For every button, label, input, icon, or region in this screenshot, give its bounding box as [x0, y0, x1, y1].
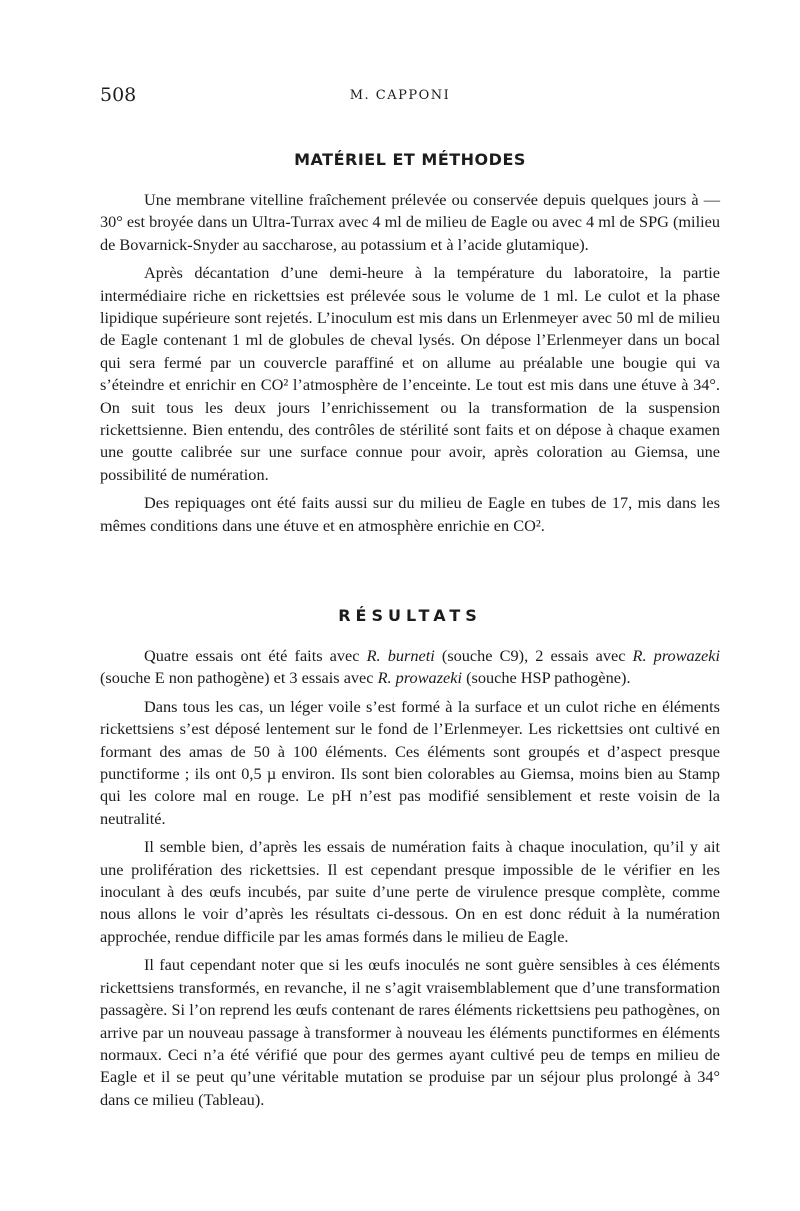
results-section: [100, 645, 720, 1117]
results-p1-text-4: (souche HSP pathogène).: [462, 668, 631, 688]
methods-paragraph-2: Après décantation d’une demi-heure à la température du laboratoire, la partie intermédiaire riche en rickettsies est prélevée sous le volume de 1 ml. Le culot et la phase lipidique supérieure sont rejetés. L’inoculum est mis dans un Erlenmeyer avec 50 ml de milieu de Eagle contenant 1 ml de globules de cheval lysés. On dépose l’Erlenmeyer dans un bocal qui sera fermé par un couvercle paraffiné et on allume au préalable une bougie qui va s’éteindre et enrichir en CO² l’atmosphère de l’enceinte. Le tout est mis dans une étuve à 34°. On suit tous les deux jours l’enrichissement ou la transformation de la suspension rickettsienne. Bien entendu, des contrôles de stérilité sont faits et on dépose à chaque examen une goutte calibrée sur une surface connue pour avoir, après coloration au Giemsa, une possibilité de numération.: [100, 263, 720, 484]
species-name-prowazeki-1: R. prowazeki: [632, 646, 721, 665]
results-p1-text-2: (souche C9), 2 essais avec: [434, 646, 633, 665]
results-p1-text-3: (souche E non pathogène) et 3 essais avec: [100, 668, 378, 688]
section-title-methods: MATÉRIEL ET MÉTHODES: [294, 150, 526, 169]
results-p1-text-1: Quatre essais ont été faits avec: [144, 646, 367, 665]
results-paragraph-2: Dans tous les cas, un léger voile s’est formé à la surface et un culot riche en éléments rickettsiens s’est déposé lentement sur le fond de l’Erlenmeyer. Les rickettsies ont cultivé en formant des amas de 50 à 100 éléments. Ces éléments sont groupés et d’aspect presque punctiforme ; ils ont 0,5 µ environ. Ils sont bien colorables au Giemsa, moins bien au Stamp qui les colore mal en rouge. Le pH n’est pas modifié sensiblement et reste voisin de la neutralité.: [100, 696, 720, 828]
results-paragraph-3: Il semble bien, d’après les essais de numération faits à chaque inoculation, qu’il y ait une prolifération des rickettsies. Il est cependant presque impossible de le vérifier en les inoculant à des œufs incubés, par suite d’une perte de virulence presque complète, comme nous allons le voir d’après les résultats ci-dessous. On en est donc réduit à la numération approchée, rendue difficile par les amas formés dans le milieu de Eagle.: [100, 837, 720, 946]
results-paragraph-4: Il faut cependant noter que si les œufs inoculés ne sont guère sensibles à ces éléments rickettsiens transformés, en revanche, il ne s’agit vraisemblablement que d’une transformation passagère. Si l’on reprend les œufs contenant de rares éléments rickettsiens peu pathogènes, on arrive par un nouveau passage à transformer à nouveau les éléments punctiformes en éléments normaux. Ceci n’a été vérifié que pour des germes ayant cultivé peu de temps en milieu de Eagle et il se peut qu’une véritable mutation se produise par un séjour plus prolongé à 34° dans ce milieu (Tableau).: [100, 955, 720, 1109]
page-number: 508: [100, 84, 137, 106]
section-title-results: RÉSULTATS: [338, 606, 482, 625]
methods-section: [100, 189, 720, 543]
species-name-burneti: R. burneti: [366, 646, 435, 665]
results-paragraph-1: [100, 645, 720, 690]
running-head-author: M. CAPPONI: [349, 88, 451, 103]
methods-paragraph-1: Une membrane vitelline fraîchement prélevée ou conservée depuis quelques jours à —30° est broyée dans un Ultra-Turrax avec 4 ml de milieu de Eagle ou avec 4 ml de SPG (milieu de Bovarnick-Snyder au saccharose, au potassium et à l’acide glutamique).: [100, 190, 720, 254]
methods-paragraph-3: Des repiquages ont été faits aussi sur du milieu de Eagle en tubes de 17, mis dans les mêmes conditions dans une étuve et en atmosphère enrichie en CO².: [100, 493, 720, 535]
species-name-prowazeki-2: R. prowazeki: [377, 668, 463, 688]
